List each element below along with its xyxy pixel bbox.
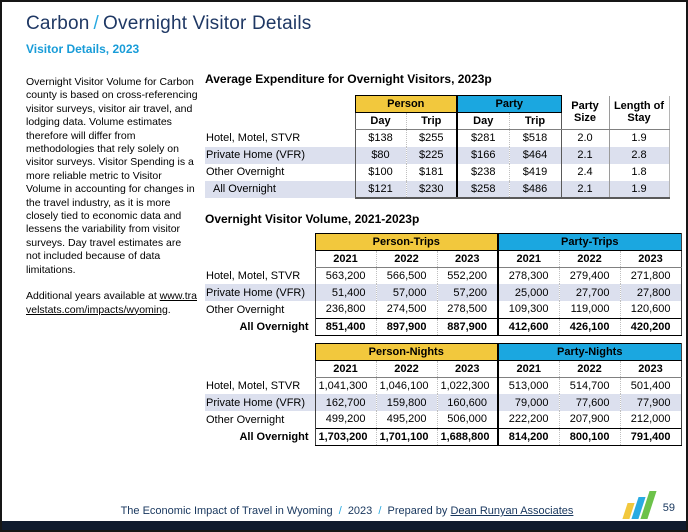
main-content: [205, 72, 685, 446]
table-row: [205, 284, 681, 301]
title-rest: Overnight Visitor Details: [103, 13, 312, 34]
value-cell: $464: [509, 147, 561, 164]
spacer-cell: [205, 96, 355, 113]
value-cell: 2.8: [609, 147, 669, 164]
value-cell: 1,041,300: [315, 377, 376, 394]
travelstats-link[interactable]: www.travelstats.com/impacts/wyoming: [26, 290, 198, 316]
year-header: 2022: [559, 360, 620, 377]
row-label: Hotel, Motel, STVR: [206, 132, 301, 144]
party-trips-header: Party-Trips: [498, 233, 681, 250]
value-cell: 274,500: [376, 301, 437, 318]
footer: [112, 505, 582, 517]
value-cell: 57,000: [376, 284, 437, 301]
table-row: [205, 377, 681, 394]
value-cell: 77,900: [620, 394, 681, 411]
nights-table: [205, 343, 682, 446]
page-subtitle: Visitor Details, 2023: [26, 42, 140, 56]
value-cell: 109,300: [498, 301, 559, 318]
value-cell: 1,046,100: [376, 377, 437, 394]
year-header: 2023: [437, 250, 498, 267]
value-cell: 513,000: [498, 377, 559, 394]
row-label: Hotel, Motel, STVR: [206, 379, 301, 392]
value-cell: $181: [406, 164, 457, 181]
value-cell: $255: [406, 130, 457, 147]
row-label: Other Overnight: [206, 166, 285, 178]
value-cell: 162,700: [315, 394, 376, 411]
value-cell: 79,000: [498, 394, 559, 411]
spacer-cell: [205, 343, 315, 360]
value-cell: 420,200: [620, 318, 681, 335]
sidebar-note: [26, 76, 198, 317]
row-label: Hotel, Motel, STVR: [206, 269, 301, 282]
value-cell: 2.0: [561, 130, 609, 147]
row-label: Private Home (VFR): [205, 147, 355, 164]
value-cell: 77,600: [559, 394, 620, 411]
table-row-total: [205, 428, 681, 445]
value-cell: $486: [509, 181, 561, 198]
row-label: Private Home (VFR): [205, 394, 315, 411]
value-cell: $225: [406, 147, 457, 164]
person-trip-header: Trip: [406, 113, 457, 130]
value-cell: 120,600: [620, 301, 681, 318]
table-row-total: [205, 318, 681, 335]
value-cell: 1.9: [609, 181, 669, 198]
value-cell: 1,688,800: [437, 428, 498, 445]
value-cell: 501,400: [620, 377, 681, 394]
expenditure-table-heading: Average Expenditure for Overnight Visitors, 2023p: [205, 72, 492, 86]
table-row: [205, 164, 669, 181]
party-nights-header: Party-Nights: [498, 343, 681, 360]
value-cell: 800,100: [559, 428, 620, 445]
table-row: [205, 130, 669, 147]
methodology-paragraph: Overnight Visitor Volume for Carbon county is based on cross-referencing visitor surveys, visitor air travel, and lodging data. Volume estimates therefore will differ from methodologies that rely solely on visitor surveys. Visitor Spending is a more reliable metric to Visitor Volume in accounting for changes in the travel industry, as it is more closely tied to economic data and lessens the variability from visitor surveys. Day travel estimates are not included because of data limitations.: [26, 76, 198, 276]
value-cell: 1,703,200: [315, 428, 376, 445]
value-cell: 2.4: [561, 164, 609, 181]
spacer-cell: [205, 233, 315, 250]
table-row: [205, 301, 681, 318]
value-cell: $518: [509, 130, 561, 147]
year-header: 2022: [376, 360, 437, 377]
person-group-header: Person: [355, 96, 457, 113]
value-cell: 278,300: [498, 267, 559, 284]
page-number: 59: [662, 502, 675, 514]
table-row: [205, 147, 669, 164]
footer-year: 2023: [347, 505, 373, 517]
group-header-row: [205, 343, 681, 360]
year-header: 2021: [315, 250, 376, 267]
additional-years-period: .: [167, 303, 171, 316]
value-cell: 791,400: [620, 428, 681, 445]
year-header: 2022: [376, 250, 437, 267]
year-header-row: [205, 250, 681, 267]
value-cell: 814,200: [498, 428, 559, 445]
value-cell: 563,200: [315, 267, 376, 284]
value-cell: 2.1: [561, 181, 609, 198]
footer-prepared-by: Prepared by: [387, 505, 448, 517]
title-county: Carbon: [26, 13, 90, 34]
group-header-row: [205, 233, 681, 250]
value-cell: 566,500: [376, 267, 437, 284]
year-header: 2023: [620, 250, 681, 267]
person-day-header: Day: [355, 113, 406, 130]
spacer-cell: [205, 360, 315, 377]
value-cell: 271,800: [620, 267, 681, 284]
group-header-row: [205, 96, 669, 113]
value-cell: 887,900: [437, 318, 498, 335]
value-cell: 2.1: [561, 147, 609, 164]
value-cell: 27,700: [559, 284, 620, 301]
value-cell: 552,200: [437, 267, 498, 284]
additional-years-text: Additional years available at: [26, 290, 160, 303]
value-cell: 27,800: [620, 284, 681, 301]
value-cell: 236,800: [315, 301, 376, 318]
value-cell: $166: [457, 147, 509, 164]
value-cell: 51,400: [315, 284, 376, 301]
page-header: [26, 13, 311, 56]
value-cell: 1.9: [609, 130, 669, 147]
spacer-cell: [205, 250, 315, 267]
dean-runyan-logo: [625, 491, 652, 519]
row-label: All Overnight: [205, 181, 355, 198]
year-header-row: [205, 360, 681, 377]
value-cell: 212,000: [620, 411, 681, 428]
row-label: Private Home (VFR): [205, 284, 315, 301]
value-cell: 514,700: [559, 377, 620, 394]
value-cell: $230: [406, 181, 457, 198]
party-size-header: Party Size: [561, 96, 609, 130]
value-cell: $419: [509, 164, 561, 181]
party-group-header: Party: [457, 96, 561, 113]
value-cell: $281: [457, 130, 509, 147]
value-cell: $258: [457, 181, 509, 198]
value-cell: 119,000: [559, 301, 620, 318]
value-cell: $80: [355, 147, 406, 164]
value-cell: 495,200: [376, 411, 437, 428]
party-day-header: Day: [457, 113, 509, 130]
value-cell: 851,400: [315, 318, 376, 335]
value-cell: 499,200: [315, 411, 376, 428]
bottom-band: [2, 521, 686, 530]
value-cell: 1.8: [609, 164, 669, 181]
person-nights-header: Person-Nights: [315, 343, 498, 360]
value-cell: 160,600: [437, 394, 498, 411]
person-trips-header: Person-Trips: [315, 233, 498, 250]
table-row: [205, 394, 681, 411]
expenditure-table: [205, 95, 670, 199]
value-cell: 222,200: [498, 411, 559, 428]
row-label: All Overnight: [239, 320, 309, 333]
value-cell: $238: [457, 164, 509, 181]
year-header: 2022: [559, 250, 620, 267]
value-cell: 426,100: [559, 318, 620, 335]
volume-section-heading: Overnight Visitor Volume, 2021-2023p: [205, 211, 420, 226]
value-cell: 1,022,300: [437, 377, 498, 394]
year-header: 2023: [437, 360, 498, 377]
spacer-cell: [205, 113, 355, 130]
row-label: All Overnight: [239, 430, 309, 443]
dean-runyan-link[interactable]: Dean Runyan Associates: [450, 505, 574, 517]
trips-table: [205, 233, 682, 336]
table-row-total: [205, 181, 669, 198]
value-cell: 279,400: [559, 267, 620, 284]
year-header: 2023: [620, 360, 681, 377]
year-header: 2021: [498, 360, 559, 377]
value-cell: 506,000: [437, 411, 498, 428]
value-cell: $138: [355, 130, 406, 147]
year-header: 2021: [315, 360, 376, 377]
row-label: Other Overnight: [206, 303, 285, 316]
value-cell: 897,900: [376, 318, 437, 335]
value-cell: 25,000: [498, 284, 559, 301]
additional-years-paragraph: [26, 290, 198, 317]
footer-separator: /: [378, 505, 382, 517]
value-cell: 207,900: [559, 411, 620, 428]
value-cell: 159,800: [376, 394, 437, 411]
row-label: Other Overnight: [206, 413, 285, 426]
length-of-stay-header: Length of Stay: [609, 96, 669, 130]
footer-report-title: The Economic Impact of Travel in Wyoming: [120, 505, 333, 517]
value-cell: $121: [355, 181, 406, 198]
table-row: [205, 411, 681, 428]
table-row: [205, 267, 681, 284]
party-trip-header: Trip: [509, 113, 561, 130]
footer-separator: /: [338, 505, 342, 517]
page-title: [26, 13, 311, 35]
value-cell: 412,600: [498, 318, 559, 335]
value-cell: 1,701,100: [376, 428, 437, 445]
value-cell: $100: [355, 164, 406, 181]
value-cell: 57,200: [437, 284, 498, 301]
value-cell: 278,500: [437, 301, 498, 318]
year-header: 2021: [498, 250, 559, 267]
title-separator: /: [93, 13, 100, 34]
